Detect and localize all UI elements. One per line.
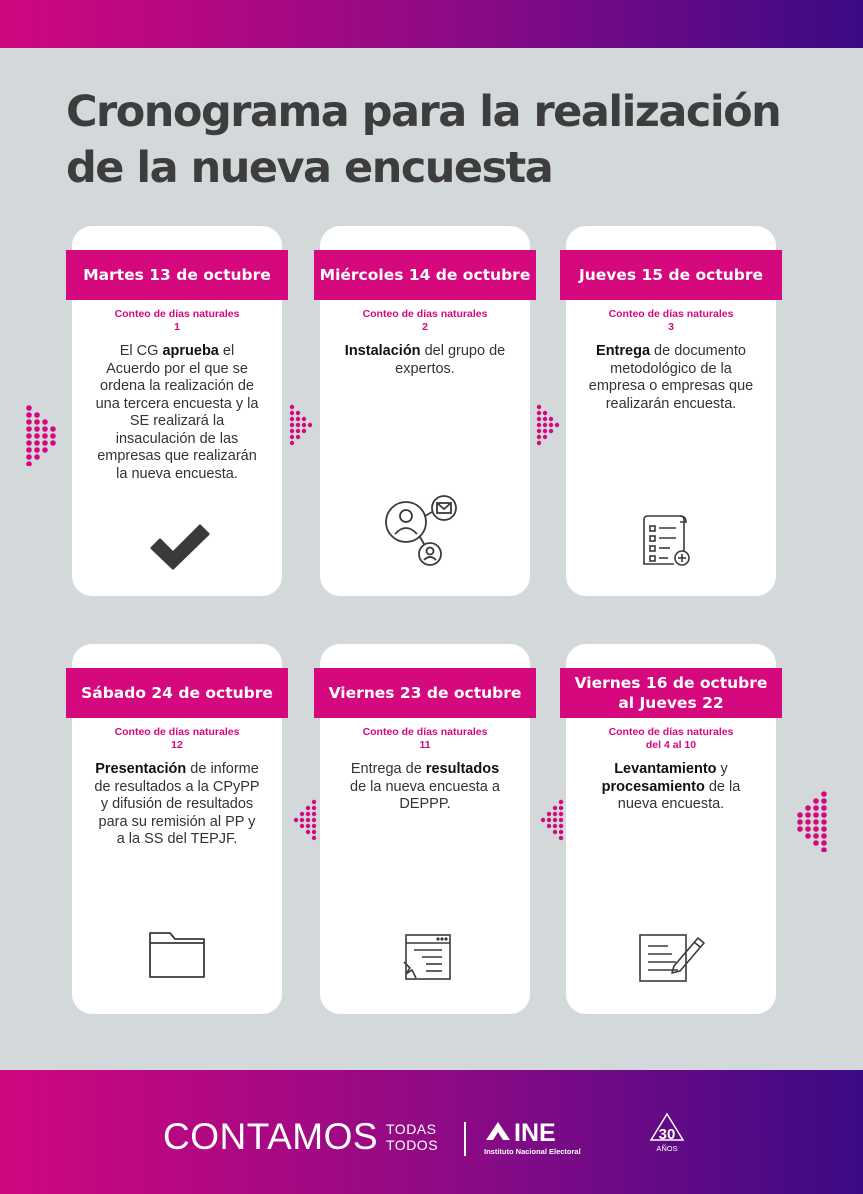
todas-todos-slogan: TODAS TODOS <box>386 1121 439 1153</box>
card-description: Instalación del grupo de expertos. <box>344 343 506 377</box>
dotted-arrow-right-icon <box>288 404 316 446</box>
contamos-slogan: CONTAMOS <box>163 1116 379 1157</box>
timeline-card-3 <box>566 226 776 596</box>
dotted-arrow-left-icon <box>791 790 829 852</box>
dotted-arrow-left-icon <box>290 799 318 841</box>
anniversary-number: 30 <box>658 1126 676 1143</box>
card-description: Levantamiento y procesamiento de la nueva encuesta. <box>601 761 741 812</box>
ine-logo-icon <box>484 1118 512 1146</box>
day-count: Conteo de días naturales 1 <box>114 308 240 333</box>
anniversary-logo-icon <box>647 1110 687 1146</box>
document-pen-icon <box>638 932 708 984</box>
day-count: Conteo de días naturales del 4 al 10 <box>608 726 734 751</box>
dotted-arrow-left-icon <box>537 799 565 841</box>
day-count: Conteo de días naturales 2 <box>362 308 488 333</box>
day-count: Conteo de días naturales 12 <box>114 726 240 751</box>
card-date-banner: Miércoles 14 de octubre <box>314 250 536 300</box>
card-description: Entrega de documento metodológico de la empresa o empresas que realizarán encuesta. <box>588 343 754 412</box>
checkmark-icon <box>148 520 212 572</box>
anniversary-label: AÑOS <box>656 1144 678 1153</box>
title-line-1: Cronograma para la realización <box>66 87 781 137</box>
title-line-2: de la nueva encuesta <box>66 143 553 193</box>
results-window-icon <box>402 932 452 984</box>
card-description: Presentación de informe de resultados a la CPyPP y difusión de resultados para su remisión al PP y a la SS del TEPJF. <box>94 761 260 847</box>
footer-divider <box>464 1122 466 1156</box>
day-count: Conteo de días naturales 3 <box>608 308 734 333</box>
ine-full-name: Instituto Nacional Electoral <box>484 1147 581 1156</box>
network-users-icon <box>382 492 466 568</box>
timeline-card-4 <box>72 644 282 1014</box>
folder-icon <box>148 930 206 980</box>
dotted-arrow-right-icon <box>535 404 563 446</box>
card-date-banner: Martes 13 de octubre <box>66 250 288 300</box>
card-date-banner: Viernes 23 de octubre <box>314 668 536 718</box>
day-count: Conteo de días naturales 11 <box>362 726 488 751</box>
card-description: Entrega de resultados de la nueva encuesta a DEPPP. <box>350 761 500 812</box>
card-date-banner: Sábado 24 de octubre <box>66 668 288 718</box>
card-date-banner: Jueves 15 de octubre <box>560 250 782 300</box>
timeline-card-2 <box>320 226 530 596</box>
card-description: El CG aprueba el Acuerdo por el que se ordena la realización de una tercera encuesta y la SE realizará la insaculación de las empresas que realizarán la nueva encuesta. <box>95 343 259 482</box>
dotted-arrow-right-icon <box>24 404 62 466</box>
document-checklist-icon <box>640 512 694 570</box>
top-gradient-bar <box>0 0 863 48</box>
page-title <box>66 84 846 196</box>
timeline-card-6 <box>566 644 776 1014</box>
timeline-card-5 <box>320 644 530 1014</box>
ine-wordmark: INE <box>514 1119 556 1147</box>
timeline-card-1 <box>72 226 282 596</box>
card-date-banner: Viernes 16 de octubre al Jueves 22 <box>560 668 782 718</box>
